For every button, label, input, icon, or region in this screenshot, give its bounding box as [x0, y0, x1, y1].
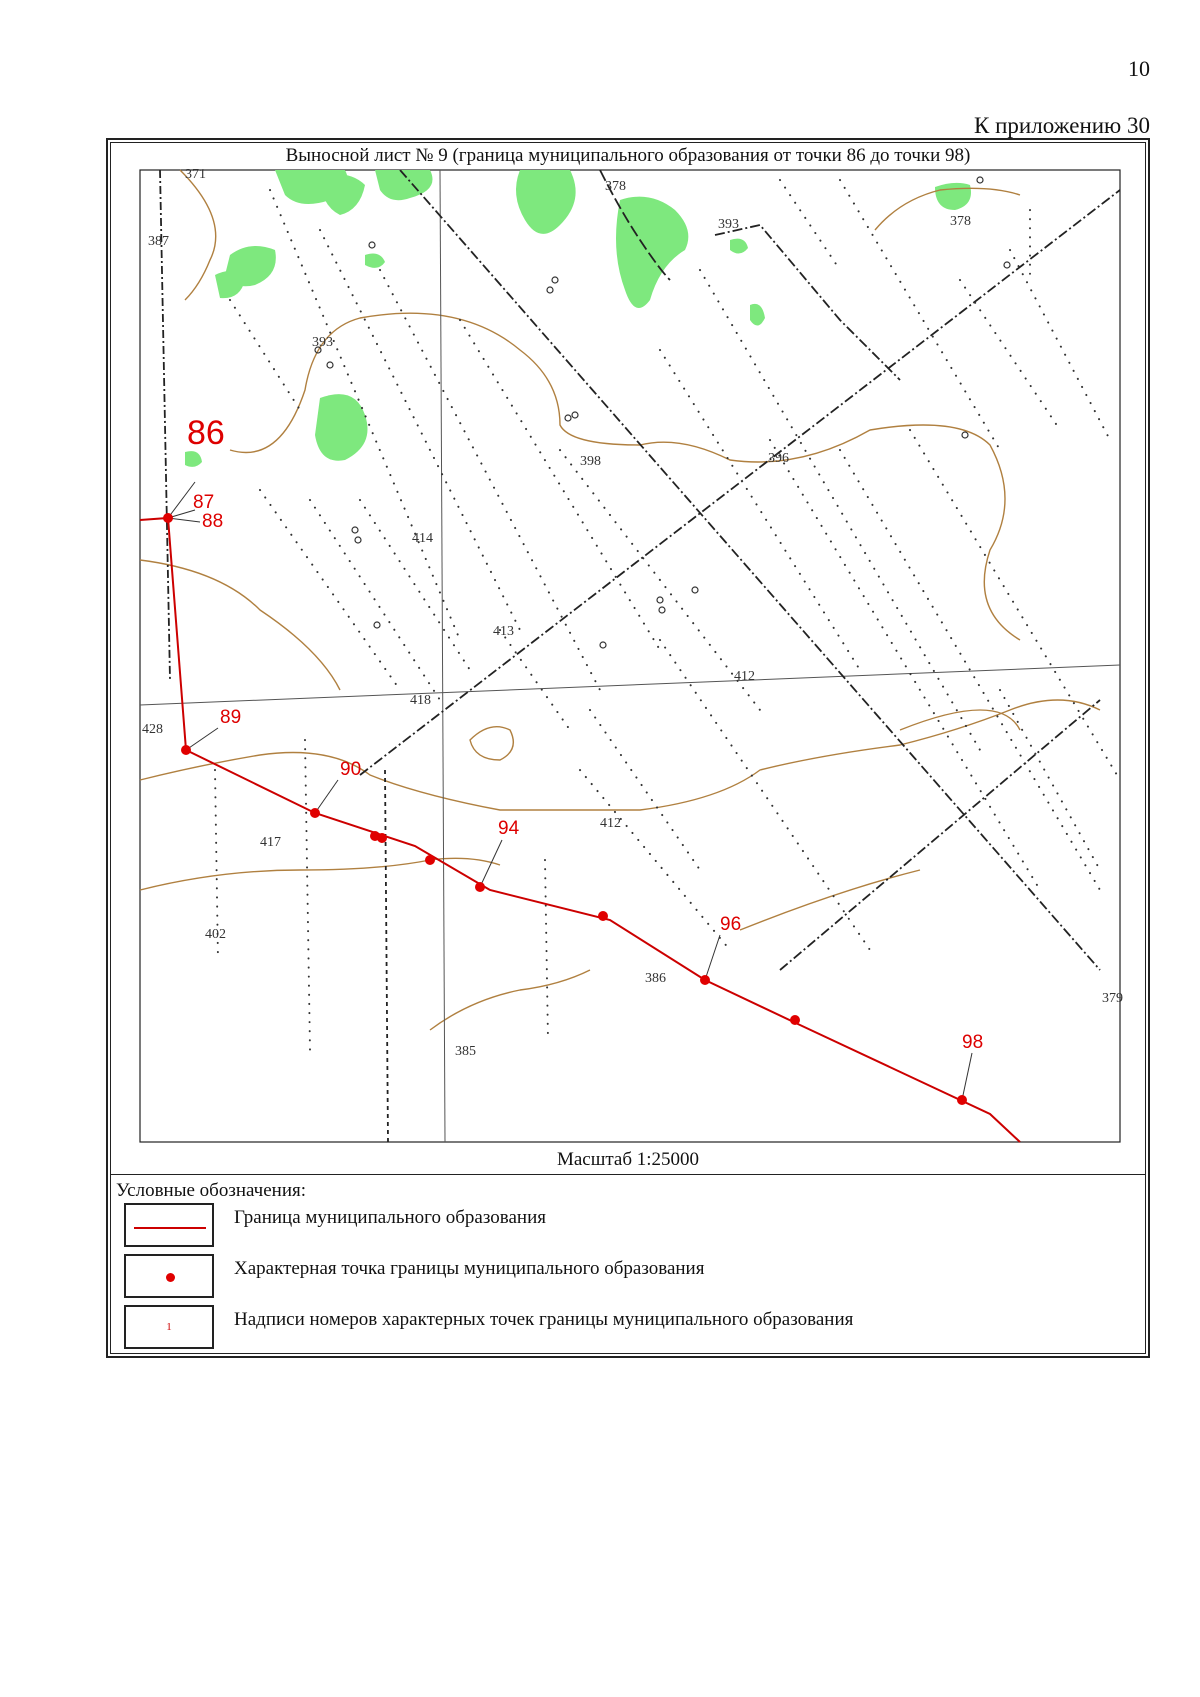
legend-label-boundary: Граница муниципального образования [234, 1207, 546, 1228]
page-number: 10 [1128, 56, 1150, 81]
point-label-89: 89 [220, 707, 242, 728]
map-image [140, 167, 1123, 1142]
legend-symbol-point [124, 1254, 214, 1298]
elevation-label: 418 [410, 693, 431, 708]
boundary-point-swatch [166, 1273, 175, 1282]
boundary-point-95 [598, 911, 608, 921]
elevation-label: 371 [185, 167, 206, 182]
legend-symbol-boundary-line [124, 1203, 214, 1247]
elevation-label: 402 [205, 927, 226, 942]
point-label-86: 86 [187, 414, 225, 452]
point-number-swatch: 1 [166, 1321, 172, 1333]
elevation-label: 378 [605, 179, 626, 194]
elevation-label: 379 [1102, 991, 1123, 1006]
boundary-point-94 [475, 882, 485, 892]
map-scale: Масштаб 1:25000 [556, 1149, 700, 1170]
point-label-87: 87 [193, 492, 215, 513]
boundary-point-96 [700, 975, 710, 985]
map-border [140, 170, 1120, 1142]
boundary-point-93 [425, 855, 435, 865]
legend-symbol-point-number [124, 1305, 214, 1349]
legend-separator [110, 1174, 1146, 1175]
elevation-label: 387 [148, 234, 169, 249]
sheet-title: Выносной лист № 9 (граница муниципального образования от точки 86 до точки 98) [285, 145, 971, 166]
elevation-label: 398 [580, 454, 601, 469]
boundary-line-swatch [134, 1227, 206, 1229]
boundary-point-97 [790, 1015, 800, 1025]
elevation-label: 393 [718, 217, 739, 232]
boundary-point-98 [957, 1095, 967, 1105]
elevation-label: 417 [260, 835, 281, 850]
legend-label-point: Характерная точка границы муниципального образования [234, 1258, 705, 1279]
elevation-label: 412 [734, 669, 755, 684]
elevation-label: 396 [768, 451, 789, 466]
elevation-label: 393 [312, 335, 333, 350]
point-label-98: 98 [962, 1032, 984, 1053]
legend-title: Условные обозначения: [116, 1180, 307, 1201]
boundary-point-92 [377, 833, 387, 843]
elevation-label: 414 [412, 531, 433, 546]
legend-label-point-number: Надписи номеров характерных точек границы муниципального образования [234, 1309, 854, 1330]
elevation-label: 413 [493, 624, 514, 639]
elevation-label: 385 [455, 1044, 476, 1059]
point-label-94: 94 [498, 818, 520, 839]
point-label-88: 88 [202, 511, 224, 532]
elevation-label: 378 [950, 214, 971, 229]
appendix-caption: К приложению 30 [974, 113, 1150, 138]
point-label-96: 96 [720, 914, 742, 935]
elevation-label: 412 [600, 816, 621, 831]
boundary-point-86 [163, 513, 173, 523]
boundary-point-90 [310, 808, 320, 818]
boundary-point-89 [181, 745, 191, 755]
point-label-90: 90 [340, 759, 362, 780]
elevation-label: 428 [142, 722, 163, 737]
elevation-label: 386 [645, 971, 666, 986]
